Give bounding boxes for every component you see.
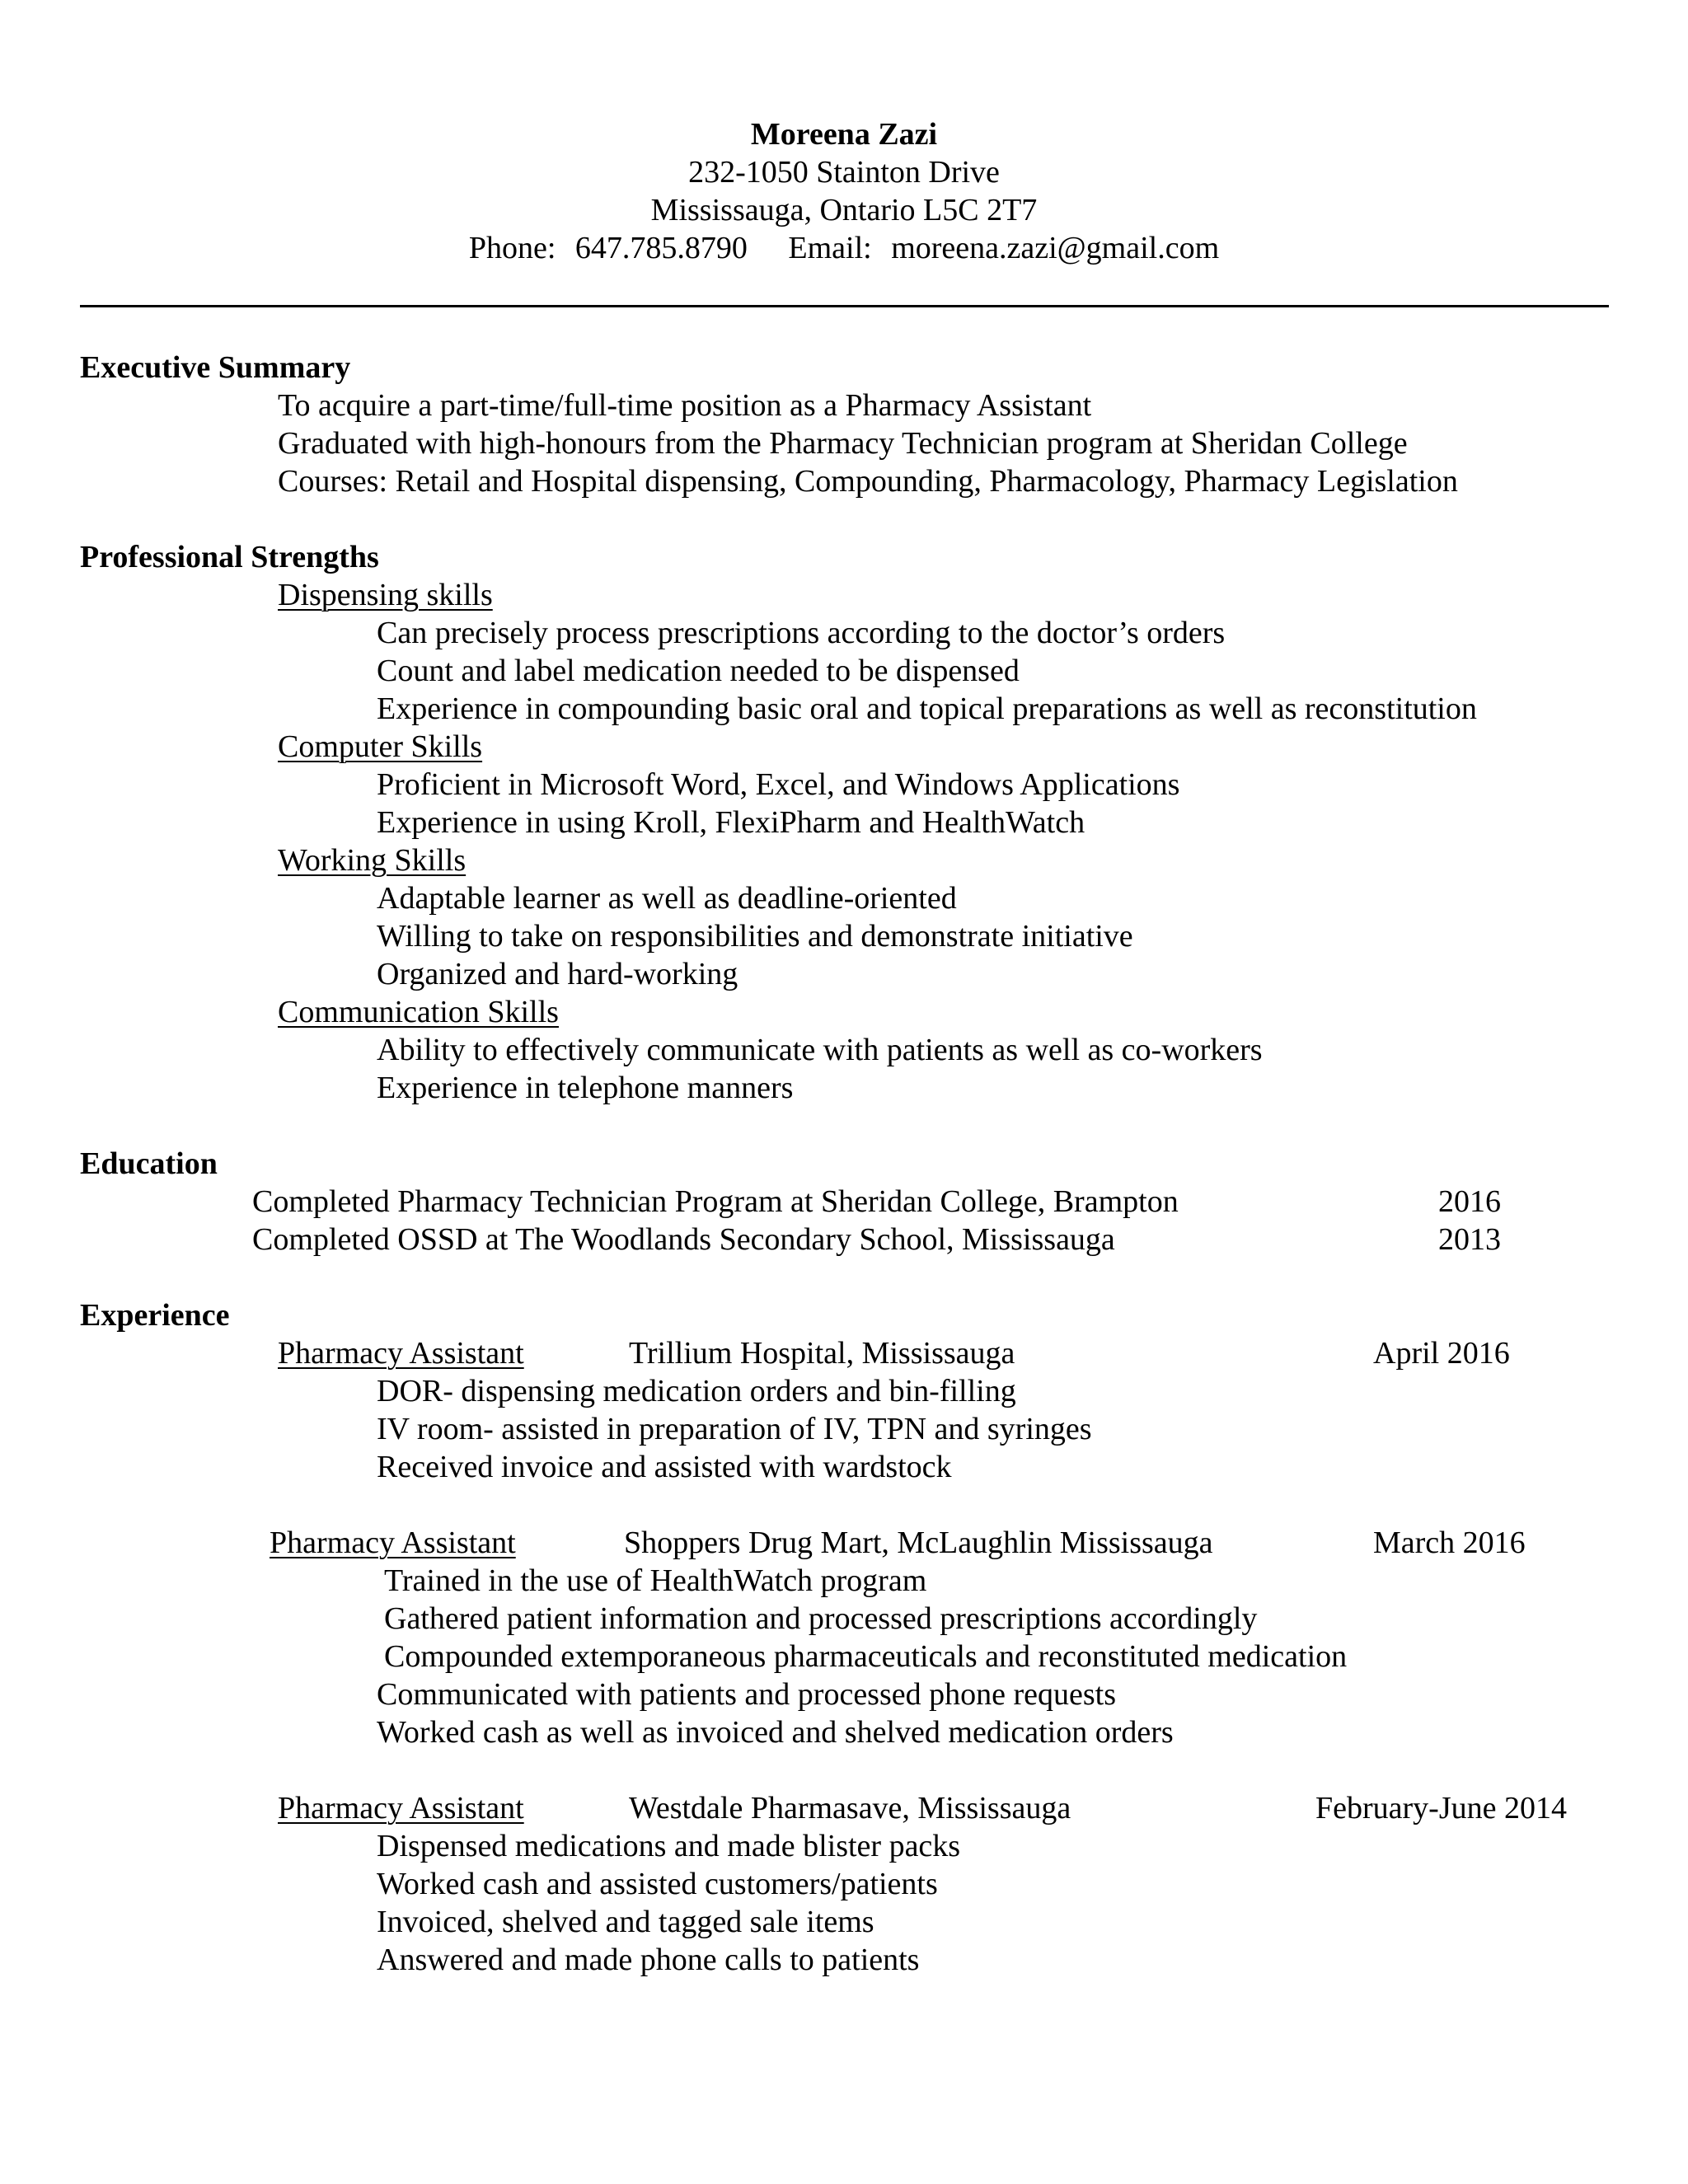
- education-entry: Completed OSSD at The Woodlands Secondary School, Mississauga: [252, 1222, 1115, 1257]
- job-date: February-June 2014: [1315, 1791, 1567, 1825]
- strength-group-title: Dispensing skills: [278, 578, 493, 612]
- strength-item: Organized and hard-working: [377, 957, 738, 991]
- section-heading-summary: Executive Summary: [80, 350, 351, 385]
- job-employer: Westdale Pharmasave, Mississauga: [629, 1791, 1071, 1825]
- strength-item: Adaptable learner as well as deadline-oriented: [377, 881, 957, 916]
- strength-item: Count and label medication needed to be dispensed: [377, 654, 1020, 688]
- strength-item: Willing to take on responsibilities and demonstrate initiative: [377, 919, 1133, 954]
- strength-group-title: Working Skills: [278, 843, 467, 878]
- job-duty: Gathered patient information and processed prescriptions accordingly: [384, 1601, 1258, 1636]
- job-duty: Invoiced, shelved and tagged sale items: [377, 1905, 874, 1939]
- education-entry: Completed Pharmacy Technician Program at Sheridan College, Brampton: [252, 1184, 1179, 1219]
- address-line-2: Mississauga, Ontario L5C 2T7: [650, 193, 1038, 227]
- job-duty: Compounded extemporaneous pharmaceuticals and reconstituted medication: [384, 1639, 1348, 1674]
- job-duty: DOR- dispensing medication orders and bin-filling: [377, 1374, 1016, 1408]
- job-duty: Answered and made phone calls to patients: [377, 1943, 920, 1977]
- strength-item: Can precisely process prescriptions according to the doctor’s orders: [377, 616, 1226, 650]
- strength-item: Experience in using Kroll, FlexiPharm and HealthWatch: [377, 805, 1085, 840]
- job-duty: Received invoice and assisted with wardstock: [377, 1450, 952, 1484]
- job-duty: Trained in the use of HealthWatch program: [384, 1563, 927, 1598]
- summary-line: Courses: Retail and Hospital dispensing, Compounding, Pharmacology, Pharmacy Legislation: [278, 464, 1458, 499]
- strength-item: Experience in telephone manners: [377, 1071, 794, 1105]
- section-heading-education: Education: [80, 1146, 218, 1181]
- job-duty: Dispensed medications and made blister packs: [377, 1829, 961, 1863]
- strength-item: Ability to effectively communicate with patients as well as co-workers: [377, 1033, 1263, 1067]
- education-year: 2013: [1438, 1222, 1501, 1257]
- job-duty: Worked cash as well as invoiced and shelved medication orders: [377, 1715, 1174, 1750]
- job-duty: Communicated with patients and processed phone requests: [377, 1677, 1117, 1712]
- job-title: Pharmacy Assistant: [278, 1791, 524, 1825]
- contact-line: [0, 229, 1688, 267]
- section-heading-strengths: Professional Strengths: [80, 540, 379, 574]
- strength-item: Experience in compounding basic oral and topical preparations as well as reconstitution: [377, 691, 1477, 726]
- education-year: 2016: [1438, 1184, 1501, 1219]
- candidate-name: Moreena Zazi: [750, 117, 938, 152]
- job-title: Pharmacy Assistant: [270, 1526, 516, 1560]
- summary-line: To acquire a part-time/full-time position as a Pharmacy Assistant: [278, 388, 1092, 423]
- header-divider: [80, 305, 1609, 307]
- phone-label: Phone:: [468, 231, 556, 265]
- summary-line: Graduated with high-honours from the Pharmacy Technician program at Sheridan College: [278, 426, 1408, 461]
- strength-group-title: Communication Skills: [278, 995, 559, 1029]
- job-title: Pharmacy Assistant: [278, 1336, 524, 1371]
- job-employer: Shoppers Drug Mart, McLaughlin Mississauga: [624, 1526, 1213, 1560]
- strength-item: Proficient in Microsoft Word, Excel, and Windows Applications: [377, 767, 1180, 802]
- address-line-1: 232-1050 Stainton Drive: [688, 155, 1000, 190]
- job-date: April 2016: [1373, 1336, 1510, 1371]
- email-address: moreena.zazi@gmail.com: [891, 231, 1220, 265]
- email-label: Email:: [788, 231, 872, 265]
- phone-number: 647.785.8790: [574, 231, 748, 265]
- job-duty: Worked cash and assisted customers/patients: [377, 1867, 938, 1901]
- section-heading-experience: Experience: [80, 1298, 230, 1333]
- job-employer: Trillium Hospital, Mississauga: [629, 1336, 1015, 1371]
- job-duty: IV room- assisted in preparation of IV, TPN and syringes: [377, 1412, 1092, 1446]
- job-date: March 2016: [1373, 1526, 1526, 1560]
- strength-group-title: Computer Skills: [278, 729, 483, 764]
